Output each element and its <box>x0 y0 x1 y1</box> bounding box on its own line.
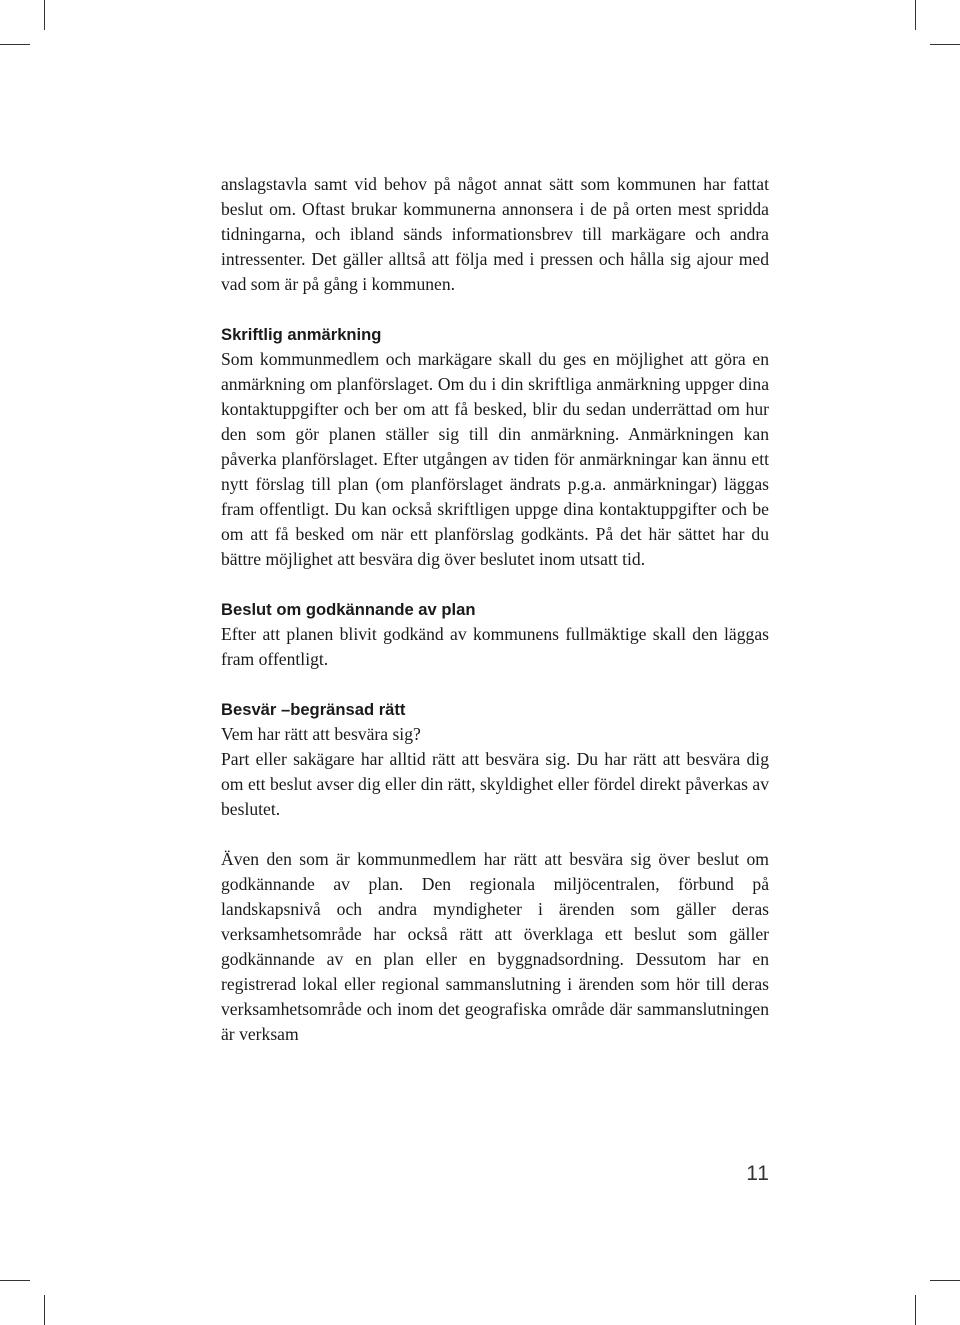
section-heading-beslut: Beslut om godkännande av plan <box>221 600 476 619</box>
skriftlig-paragraph: Som kommunmedlem och markägare skall du ges en möjlighet att göra en anmärkning om planförslaget. Om du i din skriftliga anmärkning uppger dina kontaktuppgifter och ber om att få besked, blir du sedan underrättad om hur den som gör planen ställer sig till din anmärkning. Anmärkningen kan påverka planförslaget. Efter utgången av tiden för anmärkningar kan ännu ett nytt förslag till plan (om planförslaget ändrats p.g.a. anmärkningar) läggas fram offentligt. Du kan också skriftligen uppge dina kontaktuppgifter och be om att få besked om när ett planförslag godkänts. På det här sättet har du bättre möjlighet att besvära dig över beslutet inom utsatt tid. <box>221 349 769 569</box>
besvar-paragraph: Part eller sakägare har alltid rätt att besvära sig. Du har rätt att besvära dig om ett beslut avser dig eller din rätt, skyldighet eller fördel direkt påverkas av beslutet. <box>221 749 769 819</box>
besvar-question: Vem har rätt att besvära sig? <box>221 724 421 744</box>
crop-mark-bottom-right-h <box>930 1280 960 1281</box>
crop-mark-top-right-h <box>930 44 960 45</box>
crop-mark-bottom-left-v <box>44 1295 45 1325</box>
section-heading-skriftlig: Skriftlig anmärkning <box>221 325 382 344</box>
crop-mark-top-left-v <box>44 0 45 30</box>
crop-mark-top-right-v <box>915 0 916 30</box>
crop-mark-top-left-h <box>0 44 30 45</box>
aven-paragraph: Även den som är kommunmedlem har rätt att besvära sig över beslut om godkännande av plan. Den regionala miljöcentralen, förbund på landskapsnivå och andra myndigheter i ärenden som gäller deras verksamhetsområde har också rätt att överklaga ett beslut som gäller godkännande av en plan eller en byggnadsordning. Dessutom har en registrerad lokal eller regional sammanslutning i ärenden som hör till deras verksamhetsområde och inom det geografiska område där sammanslutningen är verksam <box>221 849 769 1044</box>
crop-mark-bottom-right-v <box>915 1295 916 1325</box>
page-number: 11 <box>746 1162 770 1185</box>
intro-paragraph: anslagstavla samt vid behov på något annat sätt som kommunen har fattat beslut om. Oftast brukar kommunerna annonsera i de på orten mest spridda tidningarna, och ibland sänds informationsbrev till markägare och andra intressenter. Det gäller alltså att följa med i pressen och hålla sig ajour med vad som är på gång i kommunen. <box>221 174 769 294</box>
beslut-paragraph: Efter att planen blivit godkänd av kommunens fullmäktige skall den läggas fram offentligt. <box>221 624 769 669</box>
section-heading-besvar: Besvär –begränsad rätt <box>221 700 406 719</box>
crop-mark-bottom-left-h <box>0 1280 30 1281</box>
page-body <box>221 172 769 1047</box>
